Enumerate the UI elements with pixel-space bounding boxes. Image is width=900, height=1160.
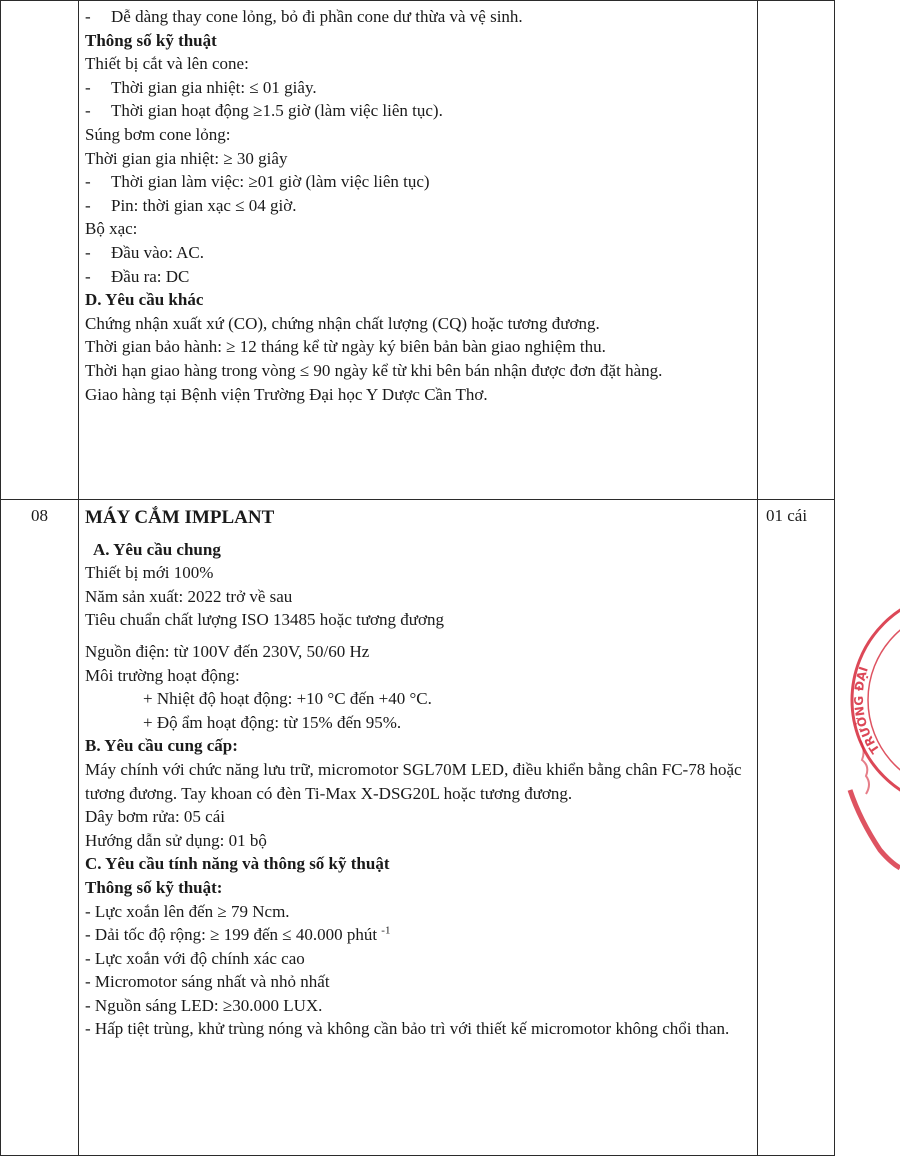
sub-heading: Thông số kỹ thuật: [85,877,223,897]
list-item-text: Pin: thời gian xạc ≤ 04 giờ. [111,195,297,215]
superscript: -1 [381,924,391,937]
list-item: - Thời gian hoạt động ≥1.5 giờ (làm việc liên tục). [85,101,443,121]
item-name: MÁY CẮM IMPLANT [85,507,275,528]
list-item: - Hấp tiệt trùng, khử trùng nóng và không cần bảo trì với thiết kế micromotor không chổi than. [85,1019,730,1039]
stamp-graphic [840,590,900,880]
quantity: 01 cái [766,506,808,525]
text-line: Nguồn điện: từ 100V đến 230V, 50/60 Hz [85,641,370,661]
text-line: Máy chính với chức năng lưu trữ, micromotor SGL70M LED, điều khiển bằng chân FC-78 hoặc tương đương. Tay khoan có đèn Ti-Max X-DSG20L hoặc tương đương. [85,759,742,803]
list-item: + Độ ẩm hoạt động: từ 15% đến 95%. [143,712,402,732]
text-line: Thiết bị mới 100% [85,563,214,583]
text-line: Năm sản xuất: 2022 trở về sau [85,586,293,606]
sub-heading: Súng bơm cone lỏng: [85,124,231,144]
table-row-prev [1,1,835,500]
list-item: + Nhiệt độ hoạt động: +10 °C đến +40 °C. [143,689,432,709]
text-line: Giao hàng tại Bệnh viện Trường Đại học Y Dược Cần Thơ. [85,384,488,404]
list-item-text: Thời gian làm việc: ≥01 giờ (làm việc liên tục) [111,172,430,192]
sub-heading: Môi trường hoạt động: [85,665,240,685]
list-item: - Nguồn sáng LED: ≥30.000 LUX. [85,995,323,1015]
text-line: Thời hạn giao hàng trong vòng ≤ 90 ngày kể từ khi bên bán nhận được đơn đặt hàng. [85,360,663,380]
table-row-item [1,500,835,1156]
list-item: - Đầu ra: DC [85,266,190,286]
list-item: - Lực xoắn với độ chính xác cao [85,948,305,968]
text-line: Thời gian gia nhiệt: ≥ 30 giây [85,148,288,168]
svg-text:TRƯỜNG ĐẠI [852,665,883,756]
list-item-text: Thời gian hoạt động ≥1.5 giờ (làm việc liên tục). [111,101,443,121]
section-heading: A. Yêu cầu chung [93,539,221,559]
list-item-text: Dễ dàng thay cone lỏng, bỏ đi phần cone dư thừa và vệ sinh. [111,7,523,26]
list-item: - Micromotor sáng nhất và nhỏ nhất [85,972,330,992]
list-item: - Lực xoắn lên đến ≥ 79 Ncm. [85,901,290,921]
list-item-text: Đầu ra: DC [111,266,190,286]
text-line: Hướng dẫn sử dụng: 01 bộ [85,830,267,850]
red-seal-stamp [840,590,900,880]
list-item: - Thời gian làm việc: ≥01 giờ (làm việc liên tục) [85,172,430,192]
qty-cell [758,500,835,1156]
content-cell [79,500,758,1156]
text-line: Tiêu chuẩn chất lượng ISO 13485 hoặc tương đương [85,610,445,630]
qty-cell-prev [758,1,835,500]
list-item-text: Đầu vào: AC. [111,242,205,262]
section-heading: B. Yêu cầu cung cấp: [85,736,238,756]
text-line: Dây bơm rửa: 05 cái [85,807,225,827]
list-item: - Đầu vào: AC. [85,242,205,262]
content-cell-prev [79,1,758,500]
list-item-text: Thời gian gia nhiệt: ≤ 01 giây. [111,77,317,97]
list-item: - Dễ dàng thay cone lỏng, bỏ đi phần cone dư thừa và vệ sinh. [85,7,523,26]
section-heading: Thông số kỹ thuật [85,30,217,50]
stt-cell [1,500,79,1156]
section-heading: C. Yêu cầu tính năng và thông số kỹ thuật [85,854,390,874]
sub-heading: Thiết bị cắt và lên cone: [85,54,249,74]
stt-cell-prev [1,1,79,500]
list-item-text: - Dải tốc độ rộng: ≥ 199 đến ≤ 40.000 phút [85,925,378,945]
text-line: Thời gian bảo hành: ≥ 12 tháng kể từ ngày ký biên bản bàn giao nghiệm thu. [85,337,606,357]
list-item: - Pin: thời gian xạc ≤ 04 giờ. [85,195,297,215]
stamp-text: TRƯỜNG ĐẠI [851,664,883,757]
stt-number: 08 [31,506,48,525]
list-item [85,923,749,947]
list-item: - Thời gian gia nhiệt: ≤ 01 giây. [85,77,317,97]
section-heading: D. Yêu cầu khác [85,290,204,310]
text-line: Chứng nhận xuất xứ (CO), chứng nhận chất lượng (CQ) hoặc tương đương. [85,313,600,333]
sub-heading: Bộ xạc: [85,219,138,239]
